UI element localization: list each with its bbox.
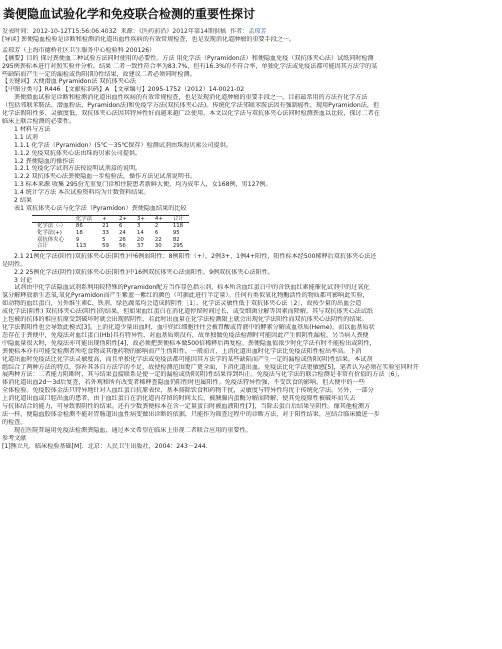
table-cell: 化学法(+) xyxy=(37,230,62,237)
author-label: 作者： xyxy=(230,28,249,35)
section-text: 1.3 标本来源 收集 295份无重复门诊和住院患者新鲜大便，均为成年人，女168例，男127例。 xyxy=(14,181,272,189)
result-line: 是阴性。 xyxy=(2,260,27,268)
table-cell: 合计 xyxy=(32,243,71,250)
table-cell: 59 xyxy=(97,243,114,250)
classification: 【中图分类号】R446 【文献标识码】A 【文章编号】2095-1752（2012）14-0021-02 xyxy=(2,86,245,94)
table-cell: 37 xyxy=(132,243,150,250)
section-heading: 1.2 粪便隐血的操作法 xyxy=(14,157,75,165)
table-header-cell: 合计 xyxy=(168,215,189,223)
table-cell: 56 xyxy=(114,243,132,250)
discussion-line: 上消化道出血或口腔出血的患者，由于血红蛋白在消化道内存留的时间太长，被胰腺内蛋酶分解而降解，使其免疫原性被破坏而失去 xyxy=(2,395,356,403)
table-cell: 95 xyxy=(172,230,180,237)
table-header-row xyxy=(32,215,189,223)
abstract-line: 【摘要】目的 探讨粪便血二种试验方法同时使用的必要性。方法 用化学法（Pyramidon法）和便隐血免疫（双抗体夹心法）试纸同时检测 xyxy=(2,54,374,62)
article-meta xyxy=(2,28,500,36)
section-text: 1.4 统计学方法 本次试验资料均为计数资料结果。 xyxy=(14,189,150,197)
section-text: 1.2.2 双抗体夹心法粪便隐血一步检验法，操作方法见试剂说明书。 xyxy=(14,173,196,181)
source: 《医药前沿》2012年第14期供稿 xyxy=(138,28,227,35)
discussion-line: 粪便标本亦有可能受检测者所吃食物或其他药物的影响而产生伪阳性。一般而言，上消化道出血时化学法比免疫法阳性检出率高。下消 xyxy=(2,347,362,355)
section-text: 1.2.1 免疫化学试剂方法按说明试剂盒的说明。 xyxy=(14,165,142,173)
table-cell: 双抗体夹心 xyxy=(37,236,64,243)
discussion-line: 全体检验。免疫胶体金法只特异地针对人血红蛋白抗原表位，基本排除饮食和药物干扰，灵敏度与特异性均优于传统化学法。另外，一部分 xyxy=(2,387,374,395)
send-time-label: 发表时间： xyxy=(2,28,33,35)
table-cell: 9 xyxy=(75,236,80,243)
intro-line: （包括邻联苯胺法、潜血粉法、Pyramidon法)和免疫学方法(双抗体夹心法)。传统化学法邻联苯胺法因有强制癌性，现用Pyramidon法，但 xyxy=(2,102,380,110)
table-cell: 2 xyxy=(154,223,159,230)
section-text: 1.1.2 免疫双抗体夹心法由珠海贝索公司提供。 xyxy=(14,149,142,157)
results-table xyxy=(32,215,189,251)
discussion-line: 组综合了两种方法的特点，弥补其各自方法学的不足，故使检测范围更广更全面，下消化道出血。免疫法比化学法更敏感[5]，笔者认为必须在实验室同时开 xyxy=(2,363,419,371)
result-line: 2.2 25例化学法(阴性)双抗体夹心法(阳性)中16例双抗体夹心法弱阳性，9例双抗体夹心法阳性。 xyxy=(14,268,274,276)
discussion-line: 的检查。 xyxy=(2,418,27,426)
table-header-cell: 4+ xyxy=(150,215,168,223)
affiliation: 孟琼芳（上海市德桥社区卫生服务中心检验科 200126） xyxy=(2,46,156,54)
table-cell: 18 xyxy=(75,230,83,237)
conclusion: 现在医院普遍用免疫法检测粪隐血，通过本文希望在临床上重视二者联合应用的重要性。 xyxy=(14,426,252,434)
abstract-lead: [导读] 粪便隐血检验是诊断和检测消化道出血性疾病的有效常规检查，也是发现消化道肿瘤的重要手段之一。 xyxy=(2,35,296,43)
discussion-line: 体消化道出血2d～3d后复查，若外观和所有改变者稀释查隐血仍阳性时也属阳性。免疫法特异性强，不受饮食的影响，但大便中的一些 xyxy=(2,379,365,387)
page-title: 粪便隐血试验化学和免疫联合检测的重要性探讨 xyxy=(3,7,256,21)
table-cell: 20 xyxy=(136,236,144,243)
table-cell: 6 xyxy=(118,223,123,230)
discussion-line: 氢分解释放新生态氧,氧化Pyramidon而产生紫蓝一紫红的颜色（可据此进行半定量）。任何有类似氧化物酶活性的物质都可影响此实验， xyxy=(2,292,369,300)
discussion-line: 化道出血时免疫法比化学法灵敏度高，而且单独化学法或免疫法都可能因其方法学的某些缺陷而产生一定的漏检或伪阳(阴)性结果。本试剂 xyxy=(2,355,373,363)
discussion-line: 化学法假阳性也会导致此模式[3]。上消化道少量出血时，血中的红细胞往往会被胃酸或胃液中的酵素分解成血基质(Heme)，而以血基质状 xyxy=(2,323,375,331)
discussion-line: 试剂由中化学法隐血试剂系利用较特殊的Pyramidon配方当作显色指示剂，标本所含血红蛋白中的含铁血红素能催化试剂中的过氧化 xyxy=(14,284,370,292)
section-text: 1.1.1 化学法（Pyramidon）(5℃－35℃保存）检测试剂由珠海贝索公司提供。 xyxy=(14,141,232,149)
table-cell: 113 xyxy=(71,243,97,250)
reference-item: [1]熊立凡．临床检验基础[M]．北京：人民卫生出版社，2004：243－244． xyxy=(2,442,212,450)
table-cell: 26 xyxy=(118,236,126,243)
send-time: 2012-10-12T15:56:06.403Z xyxy=(32,28,117,35)
table-cell: 24 xyxy=(118,230,126,237)
section-heading: 3 讨论 xyxy=(14,276,33,284)
discussion-line: 上包被的抗体的相应抗原受到破坏时就会出现假阴性，若此时出血量在化学法检测限上就会出现化学法阳性而双抗体夹心法阴性的结果。 xyxy=(2,316,368,324)
discussion-line: 态存在于粪便中，免疫法对血红蛋白(Hb)具有特异性，对血基质则没有，故单独做免疫法检测时可能因此产生假阴性漏检，另当病人粪便 xyxy=(2,331,369,339)
table-row xyxy=(32,223,189,230)
table-cell: 30 xyxy=(150,243,168,250)
intro-line: 临床上联合检测的必要性。 xyxy=(2,117,76,125)
section-heading: 1 材料与方法 xyxy=(14,125,51,133)
table-cell: 118 xyxy=(172,223,184,230)
table-cell: 5 xyxy=(102,236,106,243)
table-cell: 22 xyxy=(154,236,162,243)
table-cell: 295 xyxy=(168,243,189,250)
section-heading: 2 结果 xyxy=(14,197,33,205)
table-row xyxy=(32,243,189,250)
keywords: 【关键词】大便潜血 Pyramidon法 双抗体夹心法 xyxy=(2,78,136,86)
table-cell: 6 xyxy=(154,230,159,237)
table-cell: 3 xyxy=(136,223,141,230)
abstract-line: 295例粪标本进行对照实验并分析。结果 二者一致性符合率为83.7%，但有16.3%的不符合率，单独化学法或免疫法都可能因其方法学的某 xyxy=(2,62,378,70)
table-row xyxy=(32,230,189,237)
intro-line: 粪便潜血试验是诊断和检测消化道出血性疾病的有效常规检查，也是发现消化道肿瘤的重要手段之一。目前最常用的方法有化学方法 xyxy=(14,94,368,102)
discussion-line: 成化学法(阴性) 双抗体夹心法(阳性)的结果。但如果血红蛋白在消化道停留时间过长，或受细菌分解等因素而降解，其与双抗体夹心法试纸 xyxy=(2,308,373,316)
table-cell: 14 xyxy=(136,230,144,237)
table-header-cell: + xyxy=(97,215,114,223)
discussion-line: 法一样，便隐血胶体金检测不能对胃肠道出血性病变做出诊断的依据，只能作为筛查过程中的诊断方法，对于阳性结果，应结合临床做进一步 xyxy=(2,410,380,418)
author-link[interactable]: 孟琼芳 xyxy=(248,28,267,35)
discussion-line: 与抗体结合的能力，可导致假阴性的结果。还有少数粪便标本在含一定量蛋白时被血液阳性[7]，当除去蛋白后结果呈阴性。像其他检测方 xyxy=(2,403,371,411)
table-caption: 表1 双抗体夹心法与化学法（Pyramidon）粪便隐血结果的比较 xyxy=(14,204,187,212)
abstract-line: 些缺陷而产生一定的漏检或伪阳(阳)性结果，故建议二者必须同时检测。 xyxy=(2,70,196,78)
discussion-line: 中隐血量很大时，免疫法亦可能出现伪阴性[4]，故必须把粪便标本做500倍稀释后再复检。粪便隐血值浓少时化学法有时不能检出或阴性， xyxy=(2,339,376,347)
result-line: 2.1 21例化学法(阳性)双抗体夹心法(阴性)中6例弱阳性；8例阳性（+），2例3+，1例4+阳性，阳性标本经500稀释后双抗体夹心法还 xyxy=(14,252,377,260)
table-header-cell: 3+ xyxy=(132,215,150,223)
discussion-line: 如动物的血红蛋白，另外维生素C、铁剂、绿色蔬菜均会造成假阴性［1］。化学法灵敏性低于双抗体夹心法［2］，故按少量的出血会造 xyxy=(2,300,362,308)
table-cell: 82 xyxy=(172,236,180,243)
table-row xyxy=(32,237,189,244)
intro-line: 化学法假阳性多、灵敏度低，双抗体夹心法因其特异性好而越来越广泛使用，本文以化学法与双抗体夹心法同时检测粪血以比较，探讨二者在 xyxy=(2,110,380,118)
table-header-cell xyxy=(32,215,71,223)
table-header-cell: 化学法 xyxy=(71,215,97,223)
table-cell: 21 xyxy=(102,223,109,230)
table-cell: 化学法（-） xyxy=(37,223,66,230)
discussion-line: 展两种方法：二者能力阻断时，其与结果直接联系是使一定的漏检或伪阳(阴)性结果得到纠正。免疫法与化学法的联合检测是非常有价值的方法［6］， xyxy=(2,371,404,379)
table-header-cell: 2+ xyxy=(114,215,132,223)
references-heading: 参考文献 xyxy=(2,434,27,442)
section-heading: 1.1 试剂 xyxy=(14,133,38,141)
table-cell: 86 xyxy=(75,223,83,230)
table-cell: 33 xyxy=(102,230,109,237)
source-label: 来源： xyxy=(120,28,139,35)
